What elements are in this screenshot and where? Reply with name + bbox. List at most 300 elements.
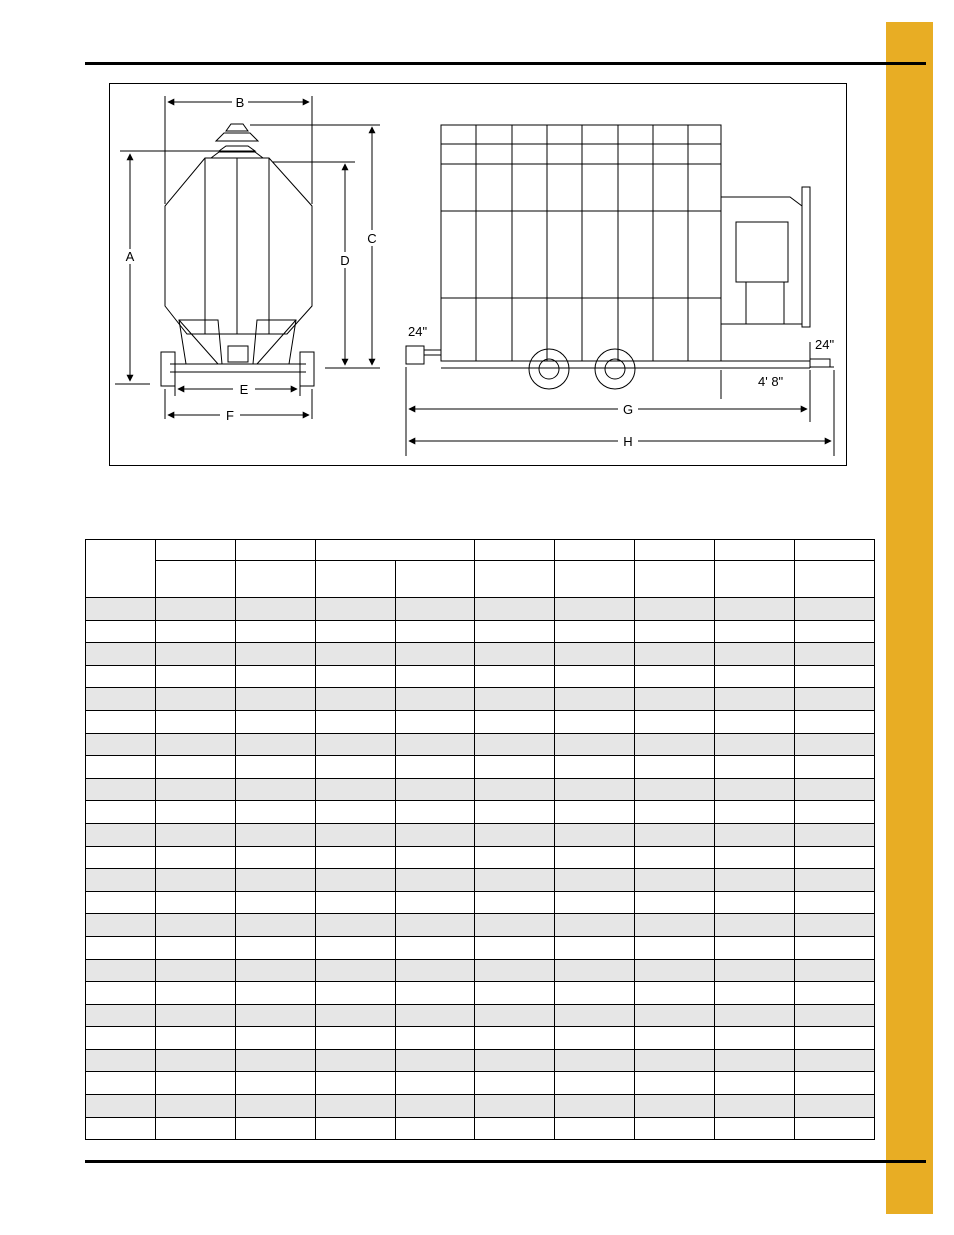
table-cell xyxy=(156,643,236,666)
table-cell xyxy=(156,1072,236,1095)
table-cell xyxy=(475,891,555,914)
table-header-cell xyxy=(316,540,475,561)
table-cell xyxy=(475,598,555,621)
dryer-dimension-diagram xyxy=(109,83,847,466)
diagram-svg xyxy=(110,84,848,467)
table-cell xyxy=(475,823,555,846)
table-cell xyxy=(316,688,396,711)
table-cell xyxy=(316,846,396,869)
table-cell xyxy=(635,869,715,892)
table-row xyxy=(86,620,875,643)
table-cell xyxy=(236,688,316,711)
table-cell xyxy=(86,1004,156,1027)
table-row xyxy=(86,1117,875,1140)
table-cell xyxy=(396,688,475,711)
table-header-cell xyxy=(156,540,236,561)
table-cell xyxy=(156,598,236,621)
table-cell xyxy=(236,756,316,779)
table-cell xyxy=(795,1072,875,1095)
table-cell xyxy=(555,688,635,711)
label-hitch-clearance: 24" xyxy=(408,324,428,339)
table-row xyxy=(86,801,875,824)
table-cell xyxy=(396,823,475,846)
table-row xyxy=(86,914,875,937)
table-cell xyxy=(316,801,396,824)
table-cell xyxy=(715,891,795,914)
table-cell xyxy=(635,1049,715,1072)
table-cell xyxy=(86,801,156,824)
table-cell xyxy=(475,1095,555,1118)
table-cell xyxy=(795,756,875,779)
table-header-cell xyxy=(396,561,475,598)
table-cell xyxy=(555,1072,635,1095)
table-cell xyxy=(316,891,396,914)
table-row xyxy=(86,756,875,779)
table-cell xyxy=(396,1072,475,1095)
table-cell xyxy=(156,846,236,869)
table-header-cell xyxy=(86,540,156,598)
table-cell xyxy=(475,1004,555,1027)
table-cell xyxy=(555,733,635,756)
label-g: G xyxy=(622,402,634,417)
table-cell xyxy=(555,778,635,801)
table-row xyxy=(86,982,875,1005)
table-cell xyxy=(316,1095,396,1118)
table-cell xyxy=(795,959,875,982)
table-header-cell xyxy=(555,540,635,561)
table-cell xyxy=(475,959,555,982)
table-cell xyxy=(795,1117,875,1140)
label-c: C xyxy=(367,231,377,246)
table-cell xyxy=(156,688,236,711)
table-cell xyxy=(316,778,396,801)
table-cell xyxy=(156,710,236,733)
footer-rule xyxy=(85,1160,926,1163)
table-cell xyxy=(236,1072,316,1095)
table-cell xyxy=(555,665,635,688)
table-cell xyxy=(635,1072,715,1095)
table-cell xyxy=(86,846,156,869)
table-cell xyxy=(86,665,156,688)
table-cell xyxy=(555,869,635,892)
table-cell xyxy=(475,936,555,959)
table-cell xyxy=(795,778,875,801)
table-cell xyxy=(86,688,156,711)
table-cell xyxy=(555,1117,635,1140)
table-cell xyxy=(316,620,396,643)
table-cell xyxy=(236,665,316,688)
table-row xyxy=(86,1004,875,1027)
table-cell xyxy=(555,1004,635,1027)
table-cell xyxy=(236,1027,316,1050)
table-cell xyxy=(236,823,316,846)
table-cell xyxy=(635,801,715,824)
table-cell xyxy=(86,891,156,914)
table-cell xyxy=(86,1072,156,1095)
end-view xyxy=(161,124,314,390)
table-cell xyxy=(555,1049,635,1072)
table-cell xyxy=(795,733,875,756)
table-cell xyxy=(555,1027,635,1050)
table-cell xyxy=(316,1027,396,1050)
table-cell xyxy=(555,914,635,937)
table-cell xyxy=(396,598,475,621)
table-cell xyxy=(316,936,396,959)
table-cell xyxy=(635,936,715,959)
table-cell xyxy=(715,1049,795,1072)
table-cell xyxy=(715,982,795,1005)
table-cell xyxy=(396,620,475,643)
table-cell xyxy=(475,1049,555,1072)
label-b: B xyxy=(235,95,245,110)
table-cell xyxy=(156,914,236,937)
side-view xyxy=(406,125,834,389)
table-header-cell xyxy=(156,561,236,598)
table-cell xyxy=(555,891,635,914)
table-cell xyxy=(236,846,316,869)
table-cell xyxy=(715,1027,795,1050)
table-row xyxy=(86,1027,875,1050)
table-row xyxy=(86,733,875,756)
label-f: F xyxy=(226,408,234,423)
table-cell xyxy=(635,959,715,982)
table-header-cell xyxy=(715,540,795,561)
table-row xyxy=(86,643,875,666)
table-cell xyxy=(236,1095,316,1118)
table-cell xyxy=(475,869,555,892)
table-cell xyxy=(316,665,396,688)
dimension-spec-table xyxy=(85,539,875,1140)
label-a: A xyxy=(125,249,135,264)
table-header-cell xyxy=(795,540,875,561)
table-row xyxy=(86,891,875,914)
table-cell xyxy=(396,1117,475,1140)
table-cell xyxy=(86,1027,156,1050)
table-row xyxy=(86,846,875,869)
table-cell xyxy=(555,756,635,779)
table-cell xyxy=(795,620,875,643)
table-cell xyxy=(475,1072,555,1095)
table-row xyxy=(86,936,875,959)
table-cell xyxy=(475,643,555,666)
table-cell xyxy=(795,936,875,959)
table-row xyxy=(86,1095,875,1118)
table-cell xyxy=(715,959,795,982)
table-cell xyxy=(86,982,156,1005)
table-cell xyxy=(475,846,555,869)
table-cell xyxy=(396,959,475,982)
table-cell xyxy=(236,801,316,824)
table-cell xyxy=(715,733,795,756)
table-cell xyxy=(86,778,156,801)
table-cell xyxy=(316,1117,396,1140)
table-cell xyxy=(635,733,715,756)
table-cell xyxy=(236,982,316,1005)
table-cell xyxy=(156,1004,236,1027)
table-cell xyxy=(795,914,875,937)
table-cell xyxy=(715,665,795,688)
table-row xyxy=(86,959,875,982)
table-cell xyxy=(555,1095,635,1118)
table-cell xyxy=(396,778,475,801)
table-cell xyxy=(715,1117,795,1140)
table-cell xyxy=(795,1095,875,1118)
table-cell xyxy=(555,959,635,982)
table-cell xyxy=(396,1027,475,1050)
table-cell xyxy=(156,823,236,846)
page-edge-tab xyxy=(886,22,933,1214)
table-cell xyxy=(316,982,396,1005)
table-cell xyxy=(635,688,715,711)
table-cell xyxy=(86,1117,156,1140)
table-cell xyxy=(236,914,316,937)
table-cell xyxy=(236,710,316,733)
table-cell xyxy=(715,598,795,621)
table-header-cell xyxy=(635,540,715,561)
table-cell xyxy=(635,665,715,688)
table-cell xyxy=(635,891,715,914)
table-cell xyxy=(635,710,715,733)
table-cell xyxy=(316,710,396,733)
table-header-cell xyxy=(635,561,715,598)
label-h: H xyxy=(623,434,633,449)
table-header-row xyxy=(86,540,875,561)
table-cell xyxy=(156,869,236,892)
table-cell xyxy=(715,620,795,643)
table-cell xyxy=(795,982,875,1005)
table-cell xyxy=(236,778,316,801)
table-cell xyxy=(396,801,475,824)
table-cell xyxy=(475,1027,555,1050)
table-cell xyxy=(86,756,156,779)
table-cell xyxy=(156,778,236,801)
table-cell xyxy=(236,643,316,666)
label-axle-offset: 4' 8" xyxy=(758,374,784,389)
table-header-cell xyxy=(475,561,555,598)
table-row xyxy=(86,688,875,711)
table-cell xyxy=(555,620,635,643)
table-cell xyxy=(715,869,795,892)
table-cell xyxy=(86,733,156,756)
table-cell xyxy=(316,823,396,846)
table-cell xyxy=(635,982,715,1005)
table-cell xyxy=(635,756,715,779)
table-cell xyxy=(86,936,156,959)
table-cell xyxy=(156,665,236,688)
table-cell xyxy=(635,620,715,643)
table-cell xyxy=(236,620,316,643)
table-cell xyxy=(555,710,635,733)
table-cell xyxy=(316,959,396,982)
table-cell xyxy=(715,1095,795,1118)
table-cell xyxy=(316,914,396,937)
table-cell xyxy=(795,869,875,892)
label-rear-clearance: 24" xyxy=(815,337,835,352)
table-cell xyxy=(795,710,875,733)
label-d: D xyxy=(340,253,350,268)
table-cell xyxy=(475,778,555,801)
table-cell xyxy=(635,598,715,621)
table-cell xyxy=(236,1049,316,1072)
table-cell xyxy=(396,1095,475,1118)
table-cell xyxy=(396,756,475,779)
table-cell xyxy=(236,1004,316,1027)
table-cell xyxy=(475,982,555,1005)
table-header-cell xyxy=(555,561,635,598)
table-cell xyxy=(715,778,795,801)
table-cell xyxy=(316,1072,396,1095)
table-cell xyxy=(396,643,475,666)
table-cell xyxy=(86,643,156,666)
table-cell xyxy=(396,982,475,1005)
table-cell xyxy=(236,869,316,892)
table-cell xyxy=(635,823,715,846)
table-cell xyxy=(236,1117,316,1140)
table-cell xyxy=(156,1095,236,1118)
table-cell xyxy=(475,756,555,779)
table-cell xyxy=(86,959,156,982)
table-cell xyxy=(475,620,555,643)
table-header-cell xyxy=(475,540,555,561)
table-cell xyxy=(396,846,475,869)
table-row xyxy=(86,869,875,892)
table-cell xyxy=(635,1004,715,1027)
table-cell xyxy=(156,1027,236,1050)
table-cell xyxy=(635,1117,715,1140)
table-cell xyxy=(555,598,635,621)
table-cell xyxy=(715,710,795,733)
table-cell xyxy=(396,733,475,756)
table-cell xyxy=(795,1049,875,1072)
table-cell xyxy=(715,756,795,779)
table-cell xyxy=(156,733,236,756)
table-cell xyxy=(795,801,875,824)
table-cell xyxy=(635,914,715,937)
table-row xyxy=(86,1049,875,1072)
table-row xyxy=(86,598,875,621)
table-cell xyxy=(396,1049,475,1072)
table-cell xyxy=(795,665,875,688)
table-cell xyxy=(715,801,795,824)
table-cell xyxy=(316,1049,396,1072)
table-cell xyxy=(396,891,475,914)
table-cell xyxy=(316,1004,396,1027)
table-cell xyxy=(475,801,555,824)
table-cell xyxy=(316,643,396,666)
table-header-cell xyxy=(236,561,316,598)
table-cell xyxy=(715,688,795,711)
table-cell xyxy=(795,1027,875,1050)
table-cell xyxy=(795,643,875,666)
table-cell xyxy=(86,914,156,937)
table-cell xyxy=(396,869,475,892)
table-row xyxy=(86,1072,875,1095)
table-cell xyxy=(555,936,635,959)
table-cell xyxy=(635,778,715,801)
table-cell xyxy=(475,733,555,756)
table-cell xyxy=(156,756,236,779)
table-cell xyxy=(316,869,396,892)
table-cell xyxy=(156,1117,236,1140)
table-cell xyxy=(396,710,475,733)
table-cell xyxy=(236,936,316,959)
table-cell xyxy=(396,1004,475,1027)
table-cell xyxy=(475,914,555,937)
table-cell xyxy=(795,823,875,846)
table-cell xyxy=(635,1027,715,1050)
table-cell xyxy=(715,1004,795,1027)
table-cell xyxy=(236,959,316,982)
table-cell xyxy=(316,733,396,756)
table-subheader-row xyxy=(86,561,875,598)
table-cell xyxy=(795,1004,875,1027)
table-cell xyxy=(396,936,475,959)
table-cell xyxy=(715,846,795,869)
table-cell xyxy=(316,756,396,779)
table-cell xyxy=(86,598,156,621)
table-cell xyxy=(715,914,795,937)
table-cell xyxy=(715,643,795,666)
table-header-cell xyxy=(316,561,396,598)
table-row xyxy=(86,710,875,733)
table-row xyxy=(86,778,875,801)
table-cell xyxy=(635,643,715,666)
table-cell xyxy=(475,710,555,733)
table-cell xyxy=(715,1072,795,1095)
table-cell xyxy=(236,733,316,756)
table-cell xyxy=(86,620,156,643)
table-cell xyxy=(236,598,316,621)
header-rule xyxy=(85,62,926,65)
table-cell xyxy=(86,1095,156,1118)
table-cell xyxy=(86,710,156,733)
table-cell xyxy=(156,959,236,982)
table-cell xyxy=(236,891,316,914)
table-cell xyxy=(795,598,875,621)
table-cell xyxy=(555,846,635,869)
table-cell xyxy=(555,643,635,666)
table-cell xyxy=(795,846,875,869)
table-cell xyxy=(635,1095,715,1118)
table-cell xyxy=(475,688,555,711)
table-cell xyxy=(715,823,795,846)
table-cell xyxy=(156,936,236,959)
table-cell xyxy=(396,914,475,937)
table-cell xyxy=(316,598,396,621)
table-cell xyxy=(475,1117,555,1140)
table-row xyxy=(86,823,875,846)
table-cell xyxy=(86,823,156,846)
table-header-cell xyxy=(236,540,316,561)
table-cell xyxy=(715,936,795,959)
table-cell xyxy=(156,891,236,914)
table-cell xyxy=(156,620,236,643)
table-cell xyxy=(795,891,875,914)
table-cell xyxy=(635,846,715,869)
table-cell xyxy=(156,982,236,1005)
table-header-cell xyxy=(795,561,875,598)
table-row xyxy=(86,665,875,688)
table-cell xyxy=(156,801,236,824)
table-cell xyxy=(555,823,635,846)
table-cell xyxy=(555,982,635,1005)
table-cell xyxy=(156,1049,236,1072)
table-cell xyxy=(795,688,875,711)
table-cell xyxy=(475,665,555,688)
table-cell xyxy=(555,801,635,824)
table-cell xyxy=(86,869,156,892)
label-e: E xyxy=(239,382,249,397)
